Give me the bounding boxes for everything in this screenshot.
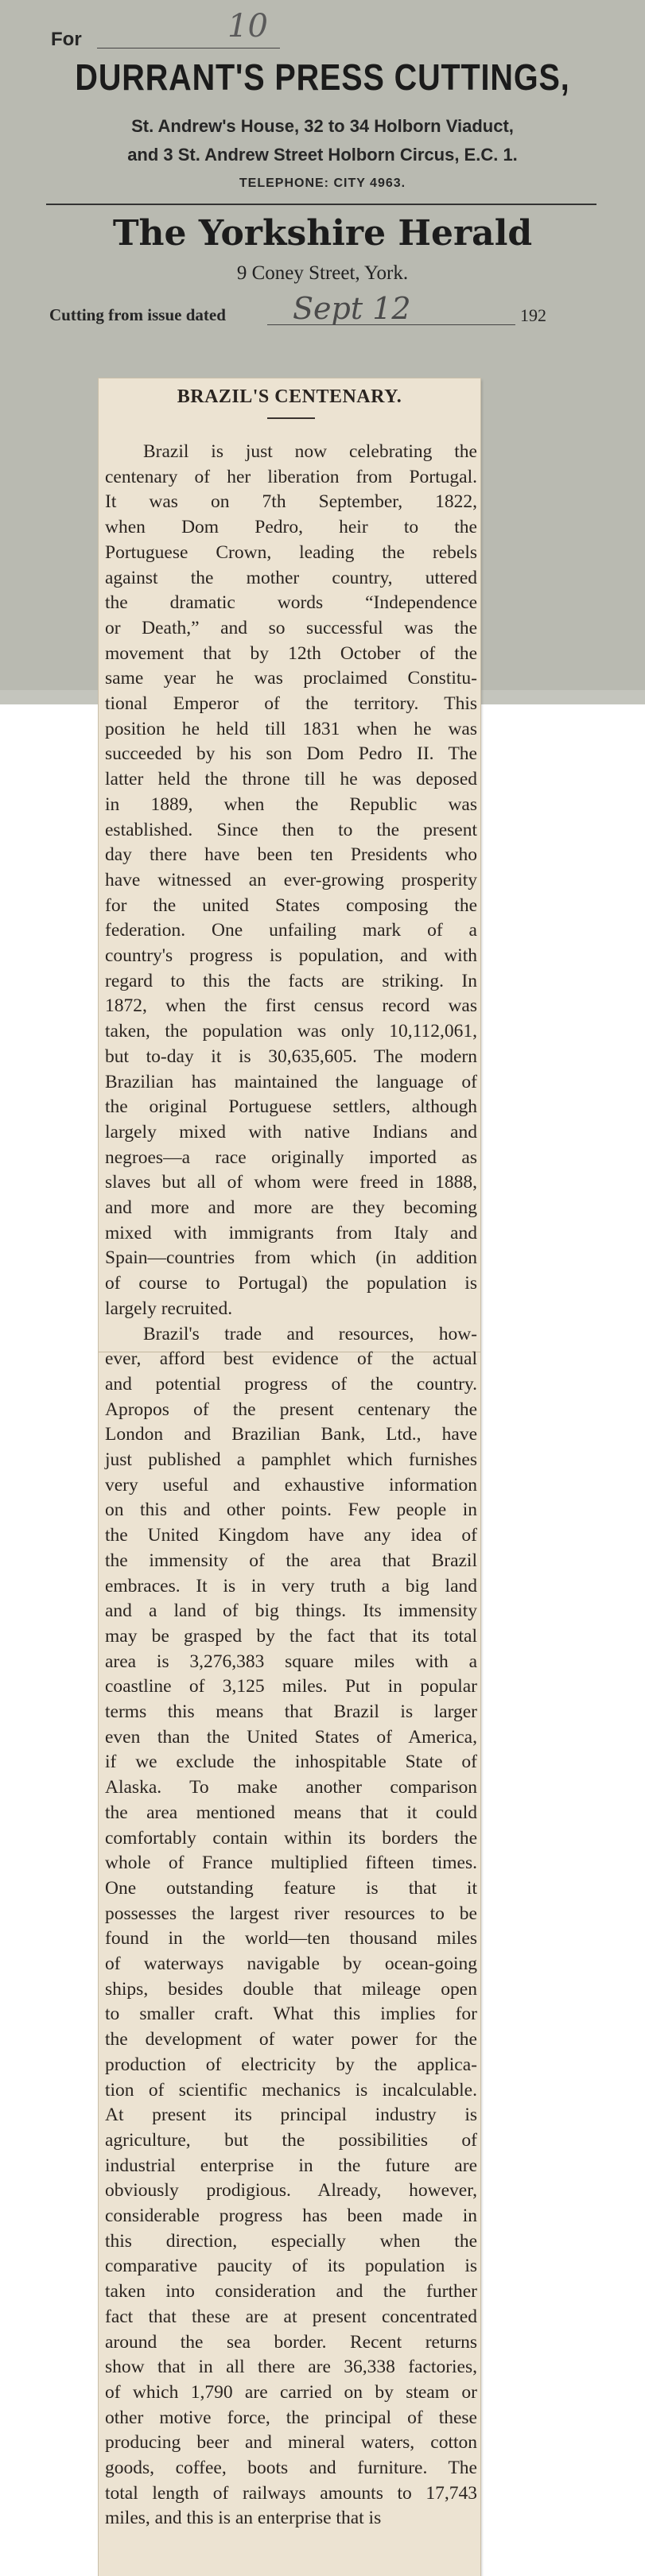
article-line: Spain—countries from which (in addition [105,1247,477,1269]
article-line: the United Kingdom have any idea of [105,1525,477,1546]
article-line: embraces. It is in very truth a big land [105,1575,477,1596]
article-line: largely recruited. [105,1298,233,1319]
article-line: country's progress is population, and with [105,945,477,966]
article-line: very useful and exhaustive information [105,1474,477,1496]
article-line: when Dom Pedro, heir to the [105,517,477,538]
article-line: of waterways navigable by ocean-going [105,1953,477,1974]
firm-telephone: TELEPHONE: CITY 4963. [239,177,406,190]
article-line: the immensity of the area that Brazil [105,1550,477,1571]
article-line: producing beer and mineral waters, cotton [105,2432,477,2454]
article-line: day there have been ten Presidents who [105,844,477,866]
article-line: the original Portuguese settlers, although [105,1096,477,1118]
article-line: federation. One unfailing mark of a [105,920,477,941]
article-line: agriculture, but the possibilities of [105,2129,477,2151]
year-prefix: 192 [520,305,546,325]
article-line: on this and other points. Few people in [105,1499,477,1521]
article-line: the area mentioned means that it could [105,1802,477,1823]
article-line: largely mixed with native Indians and [105,1121,477,1143]
article-line: slaves but all of whom were freed in 1888, [105,1172,477,1193]
article-line: of which 1,790 are carried on by steam or [105,2381,477,2403]
article-line: against the mother country, uttered [105,567,477,588]
article-line: of course to Portugal) the population is [105,1273,477,1294]
firm-address-line-2: and 3 St. Andrew Street Holborn Circus, E.C. 1. [127,145,518,165]
article-line: just published a pamphlet which furnishes [105,1449,477,1470]
for-label: For [51,29,82,50]
article-line: same year he was proclaimed Constitu- [105,668,477,689]
article-line: if we exclude the inhospitable State of [105,1752,477,1773]
article-line: coastline of 3,125 miles. Put in popular [105,1676,477,1697]
article-line: negroes—a race originally imported as [105,1146,477,1168]
article-line: even than the United States of America, [105,1726,477,1748]
article-line: or Death,” and so successful was the [105,617,477,638]
article-headline: BRAZIL'S CENTENARY. [177,386,402,407]
article-line: comparative paucity of its population is [105,2256,477,2277]
article-line: regard to this the facts are striking. In [105,970,477,991]
article-line: movement that by 12th October of the [105,642,477,664]
firm-name: DURRANT'S PRESS CUTTINGS, [75,56,570,98]
article-line: to smaller craft. What this implies for [105,2004,477,2025]
cutting-date-label: Cutting from issue dated [49,305,226,324]
article-line: position he held till 1831 when he was [105,718,477,739]
article-line: area is 3,276,383 square miles with a [105,1651,477,1672]
article-line: and more and more are they becoming [105,1197,477,1218]
article-line: in 1889, when the Republic was [105,793,477,815]
article-line: centenary of her liberation from Portugal. [105,466,477,487]
article-line: London and Brazilian Bank, Ltd., have [105,1424,477,1445]
article-line: around the sea border. Recent returns [105,2331,477,2353]
article-line: have witnessed an ever-growing prosperity [105,869,477,890]
headline-rule [267,417,315,419]
article-line: Portuguese Crown, leading the rebels [105,541,477,563]
article-line: succeeded by his son Dom Pedro II. The [105,743,477,765]
article-line: Apropos of the present centenary the [105,1399,477,1420]
article-line: goods, coffee, boots and furniture. The [105,2458,477,2478]
article-line: and a land of big things. Its immensity [105,1600,477,1622]
article-line: It was on 7th September, 1822, [105,491,477,513]
article-line: this direction, especially when the [105,2230,477,2252]
article-line: taken into consideration and the further [105,2281,477,2302]
article-line: ever, afford best evidence of the actual [105,1348,477,1370]
article-line: the dramatic words “Independence [105,592,477,614]
article-line: obviously prodigious. Already, however, [105,2180,477,2202]
article-line: industrial enterprise in the future are [105,2155,477,2176]
article-line: for the united States composing the [105,894,477,916]
article-line: total length of railways amounts to 17,743 [105,2482,477,2504]
newspaper-address: 9 Coney Street, York. [236,262,409,284]
for-handwritten-mark: 10 [227,8,268,45]
article-line: Brazil is just now celebrating the [143,441,477,462]
article-line: 1872, when the first census record was [105,995,477,1017]
firm-address-line-1: St. Andrew's House, 32 to 34 Holborn Viaduct, [131,116,514,136]
header-divider [46,204,596,205]
article-line: terms this means that Brazil is larger [105,1701,477,1722]
article-line: established. Since then to the present [105,819,477,840]
article-line: other motive force, the principal of these [105,2407,477,2428]
article-line: possesses the largest river resources to be [105,1903,477,1924]
article-line: Alaska. To make another comparison [105,1777,477,1798]
article-line: At present its principal industry is [105,2105,477,2126]
article-line: Brazilian has maintained the language of [105,1071,477,1092]
newspaper-title: The Yorkshire Herald [112,213,533,254]
article-line: may be grasped by the fact that its total [105,1625,477,1647]
article-line: One outstanding feature is that it [105,1877,477,1899]
article-line: the development of water power for the [105,2029,477,2050]
article-line: but to-day it is 30,635,605. The modern [105,1046,477,1067]
article-line: and potential progress of the country. [105,1373,477,1395]
article-line: considerable progress has been made in [105,2206,477,2226]
article-line: latter held the throne till he was deposed [105,769,477,790]
article-line: Brazil's trade and resources, how- [143,1323,477,1344]
article-line: comfortably contain within its borders the [105,1827,477,1849]
article-line: whole of France multiplied fifteen times. [105,1852,477,1874]
article-line: found in the world—ten thousand miles [105,1928,477,1949]
article-line: fact that these are at present concentrated [105,2306,477,2327]
article-line: tion of scientific mechanics is incalculable. [105,2079,477,2101]
issue-date-handwritten: Sept 12 [293,291,411,326]
article-line: tional Emperor of the territory. This [105,693,477,714]
article-line: show that in all there are 36,338 factories, [105,2357,477,2378]
article-line: ships, besides double that mileage open [105,1978,477,2000]
article-line: production of electricity by the applica- [105,2054,477,2075]
article-line: miles, and this is an enterprise that is [105,2508,382,2529]
article-line: mixed with immigrants from Italy and [105,1222,477,1243]
article-line: taken, the population was only 10,112,061, [105,1021,477,1042]
